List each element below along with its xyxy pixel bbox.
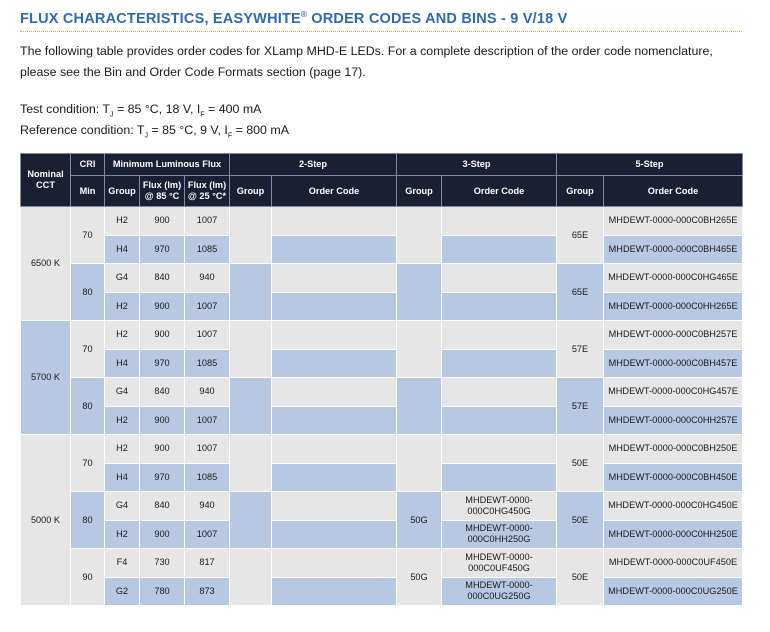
step3-code-cell: MHDEWT-0000-000C0HH250G <box>442 520 557 549</box>
step5-code-cell: MHDEWT-0000-000C0BH450E <box>604 463 743 492</box>
flux85-cell: 780 <box>140 577 185 606</box>
step5-group-cell: 50E <box>557 549 604 606</box>
step3-code-cell <box>442 321 557 350</box>
step5-code-cell: MHDEWT-0000-000C0BH257E <box>604 321 743 350</box>
intro-paragraph: The following table provides order codes for XLamp MHD-E LEDs. For a complete description of the order code nomenclature, please see the Bin and Order Code Formats section (page 17). <box>20 44 713 79</box>
flux85-cell: 900 <box>140 207 185 236</box>
flux85-cell: 970 <box>140 463 185 492</box>
step2-code-cell <box>272 321 397 350</box>
step5-code-cell: MHDEWT-0000-000C0HH265E <box>604 292 743 321</box>
step3-group-cell: 50G <box>397 549 442 606</box>
header-flux-85: Flux (lm) @ 85 °C <box>140 176 185 207</box>
step3-group-cell: 50G <box>397 492 442 549</box>
reference-condition: Reference condition: $T_J = 85$ °C, 9 V, $I_F = 800$ mA <box>20 123 289 140</box>
step3-code-cell <box>442 349 557 378</box>
flux25-cell: 1085 <box>185 463 230 492</box>
step3-code-cell <box>442 292 557 321</box>
step5-group-cell: 57E <box>557 321 604 378</box>
step3-code-cell <box>442 235 557 264</box>
flux25-cell: 817 <box>185 549 230 578</box>
step5-code-cell: MHDEWT-0000-000C0HH250E <box>604 520 743 549</box>
table-row <box>21 378 743 407</box>
step5-code-cell: MHDEWT-0000-000C0BH457E <box>604 349 743 378</box>
step5-group-cell: 50E <box>557 492 604 549</box>
group-cell: H2 <box>105 292 140 321</box>
cri-cell: 80 <box>71 378 105 435</box>
flux25-cell: 940 <box>185 264 230 293</box>
step3-code-cell <box>442 378 557 407</box>
step2-code-cell <box>272 520 397 549</box>
header-5step-order-code: Order Code <box>604 176 743 207</box>
step3-code-cell: MHDEWT-0000-000C0HG450G <box>442 492 557 521</box>
header-3step-group: Group <box>397 176 442 207</box>
step3-code-cell <box>442 435 557 464</box>
step3-group-cell <box>397 378 442 435</box>
group-cell: G4 <box>105 378 140 407</box>
cri-cell: 70 <box>71 321 105 378</box>
flux85-cell: 970 <box>140 349 185 378</box>
step2-code-cell <box>272 235 397 264</box>
group-cell: F4 <box>105 549 140 578</box>
cri-cell: 80 <box>71 492 105 549</box>
step2-code-cell <box>272 463 397 492</box>
flux85-cell: 730 <box>140 549 185 578</box>
flux25-cell: 1007 <box>185 520 230 549</box>
step2-group-cell <box>230 378 272 435</box>
page-title: FLUX CHARACTERISTICS, EASYWHITE® ORDER CODES AND BINS - 9 V/18 V <box>20 10 568 27</box>
cct-cell: 5700 K <box>21 321 71 435</box>
title-rule <box>20 31 742 32</box>
step5-code-cell: MHDEWT-0000-000C0HG465E <box>604 264 743 293</box>
flux25-cell: 873 <box>185 577 230 606</box>
group-cell: H2 <box>105 435 140 464</box>
header-2step-order-code: Order Code <box>272 176 397 207</box>
step2-code-cell <box>272 292 397 321</box>
step2-code-cell <box>272 406 397 435</box>
flux25-cell: 1007 <box>185 435 230 464</box>
step3-code-cell <box>442 463 557 492</box>
step5-code-cell: MHDEWT-0000-000C0UF450E <box>604 549 743 578</box>
step5-code-cell: MHDEWT-0000-000C0HG450E <box>604 492 743 521</box>
flux25-cell: 940 <box>185 492 230 521</box>
header-3step-order-code: Order Code <box>442 176 557 207</box>
step3-code-cell: MHDEWT-0000-000C0UG250G <box>442 577 557 606</box>
header-5step-group: Group <box>557 176 604 207</box>
flux85-cell: 840 <box>140 378 185 407</box>
cri-cell: 80 <box>71 264 105 321</box>
header-flux-25: Flux (lm) @ 25 °C* <box>185 176 230 207</box>
test-condition: Test condition: $T_J = 85$ °C, 18 V, $I_F = 400$ mA <box>20 102 262 119</box>
step2-group-cell <box>230 549 272 606</box>
cri-cell: 90 <box>71 549 105 606</box>
header-2-step: 2-Step <box>230 154 397 176</box>
step3-code-cell: MHDEWT-0000-000C0UF450G <box>442 549 557 578</box>
flux85-cell: 900 <box>140 321 185 350</box>
step3-code-cell <box>442 264 557 293</box>
step5-group-cell: 65E <box>557 207 604 264</box>
table-row <box>21 235 743 264</box>
group-cell: H2 <box>105 406 140 435</box>
step2-code-cell <box>272 577 397 606</box>
flux85-cell: 840 <box>140 492 185 521</box>
group-cell: H2 <box>105 520 140 549</box>
step5-code-cell: MHDEWT-0000-000C0UG250E <box>604 577 743 606</box>
step2-code-cell <box>272 492 397 521</box>
flux25-cell: 1007 <box>185 207 230 236</box>
step2-group-cell <box>230 321 272 378</box>
step5-code-cell: MHDEWT-0000-000C0HH257E <box>604 406 743 435</box>
cri-cell: 70 <box>71 435 105 492</box>
cri-cell: 70 <box>71 207 105 264</box>
step3-group-cell <box>397 435 442 492</box>
group-cell: H2 <box>105 207 140 236</box>
table-row <box>21 577 743 606</box>
flux25-cell: 940 <box>185 378 230 407</box>
flux85-cell: 900 <box>140 435 185 464</box>
step3-group-cell <box>397 321 442 378</box>
group-cell: H4 <box>105 235 140 264</box>
table-row <box>21 321 743 350</box>
group-cell: G4 <box>105 264 140 293</box>
step5-code-cell: MHDEWT-0000-000C0BH250E <box>604 435 743 464</box>
step2-code-cell <box>272 378 397 407</box>
step2-code-cell <box>272 549 397 578</box>
step5-group-cell: 50E <box>557 435 604 492</box>
group-cell: H4 <box>105 463 140 492</box>
table-row <box>21 520 743 549</box>
cct-cell: 5000 K <box>21 435 71 606</box>
step2-group-cell <box>230 492 272 549</box>
header-group: Group <box>105 176 140 207</box>
flux25-cell: 1007 <box>185 321 230 350</box>
header-3-step: 3-Step <box>397 154 557 176</box>
step5-code-cell: MHDEWT-0000-000C0HG457E <box>604 378 743 407</box>
table-row <box>21 349 743 378</box>
header-min: Min <box>71 176 105 207</box>
step3-code-cell <box>442 207 557 236</box>
step2-code-cell <box>272 435 397 464</box>
step5-group-cell: 57E <box>557 378 604 435</box>
step2-group-cell <box>230 207 272 264</box>
table-row <box>21 463 743 492</box>
step3-group-cell <box>397 207 442 264</box>
header-cri: CRI <box>71 154 105 176</box>
step2-code-cell <box>272 207 397 236</box>
step3-code-cell <box>442 406 557 435</box>
group-cell: G4 <box>105 492 140 521</box>
group-cell: H2 <box>105 321 140 350</box>
flux85-cell: 840 <box>140 264 185 293</box>
cct-cell: 6500 K <box>21 207 71 321</box>
table-row <box>21 207 743 236</box>
step3-group-cell <box>397 264 442 321</box>
step5-code-cell: MHDEWT-0000-000C0BH465E <box>604 235 743 264</box>
header-nominal-cct: Nominal CCT <box>21 154 71 207</box>
group-cell: H4 <box>105 349 140 378</box>
step5-code-cell: MHDEWT-0000-000C0BH265E <box>604 207 743 236</box>
flux85-cell: 900 <box>140 292 185 321</box>
flux25-cell: 1007 <box>185 406 230 435</box>
flux85-cell: 970 <box>140 235 185 264</box>
group-cell: G2 <box>105 577 140 606</box>
flux85-cell: 900 <box>140 520 185 549</box>
header-2step-group: Group <box>230 176 272 207</box>
flux25-cell: 1085 <box>185 349 230 378</box>
table-row <box>21 492 743 521</box>
header-5-step: 5-Step <box>557 154 743 176</box>
flux25-cell: 1085 <box>185 235 230 264</box>
header-min-flux: Minimum Luminous Flux <box>105 154 230 176</box>
table-row <box>21 264 743 293</box>
table-row <box>21 406 743 435</box>
table-row <box>21 549 743 578</box>
order-codes-table <box>20 153 743 606</box>
table-row <box>21 435 743 464</box>
step5-group-cell: 65E <box>557 264 604 321</box>
step2-group-cell <box>230 435 272 492</box>
flux85-cell: 900 <box>140 406 185 435</box>
step2-code-cell <box>272 349 397 378</box>
step2-group-cell <box>230 264 272 321</box>
flux25-cell: 1007 <box>185 292 230 321</box>
step2-code-cell <box>272 264 397 293</box>
table-row <box>21 292 743 321</box>
